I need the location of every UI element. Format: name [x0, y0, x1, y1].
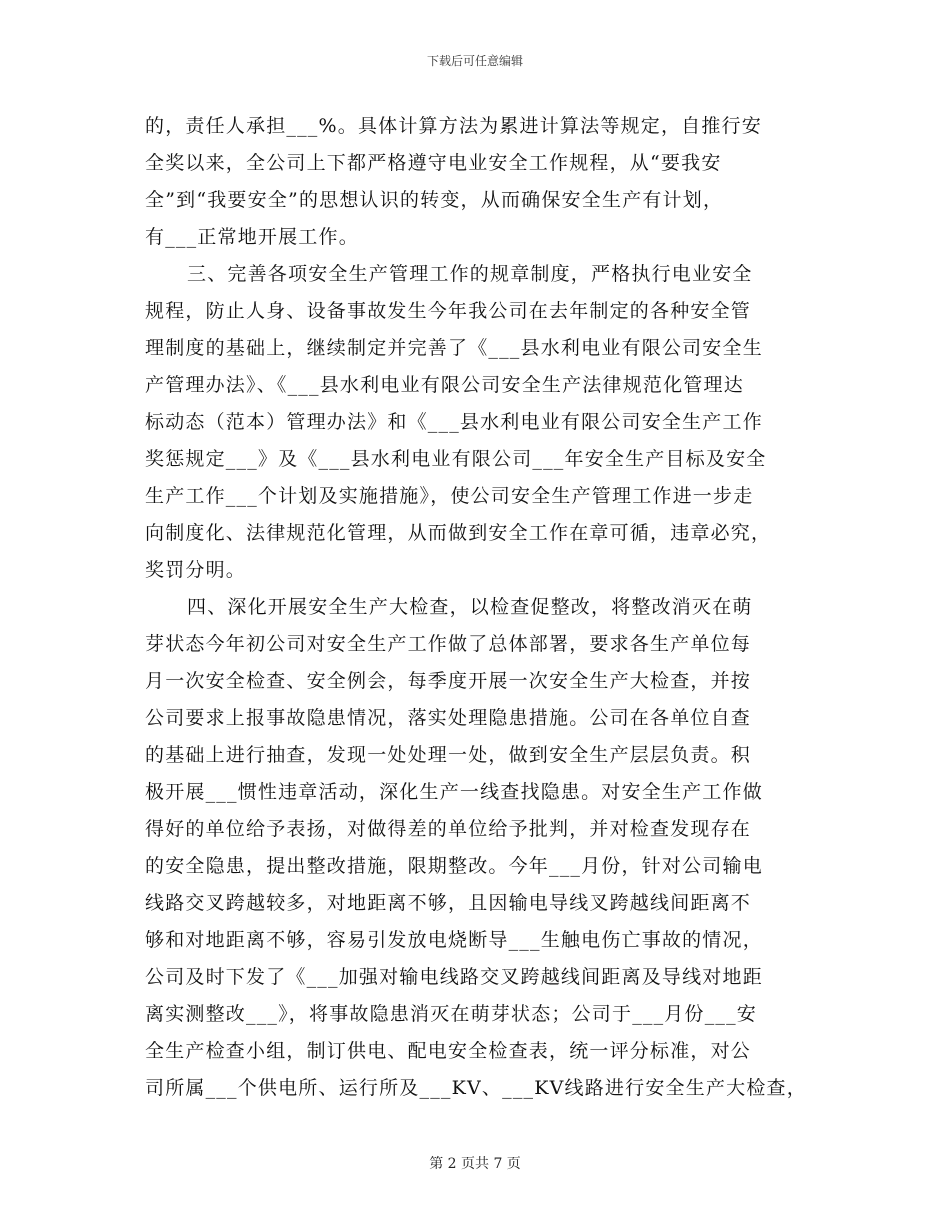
text-line: 极开展___惯性违章活动，深化生产一线查找隐患。对安全生产工作做 [145, 781, 763, 803]
document-body [145, 108, 815, 1107]
text-line: 月一次安全检查、安全例会，每季度开展一次安全生产大检查，并按 [145, 670, 752, 692]
text-line: 的，责任人承担___%。具体计算方法为累进计算法等规定，自推行安 [145, 115, 762, 137]
text-line: 生产工作___个计划及实施措施》，使公司安全生产管理工作进一步走 [145, 485, 754, 507]
text-line: 有___正常地开展工作。 [145, 226, 359, 248]
text-line: 公司要求上报事故隐患情况，落实处理隐患措施。公司在各单位自查 [145, 707, 752, 729]
page-number-footer: 第 2 页共 7 页 [429, 1156, 521, 1172]
text-line: 规程，防止人身、设备事故发生今年我公司在去年制定的各种安全管 [145, 300, 752, 322]
paragraph-start-line: 四、深化开展安全生产大检查，以检查促整改，将整改消灭在萌 [187, 596, 753, 618]
text-line: 标动态（范本）管理办法》和《___县水利电业有限公司安全生产工作 [145, 411, 763, 433]
text-line: 全奖以来，全公司上下都严格遵守电业安全工作规程，从“要我安 [145, 152, 722, 174]
paragraph-start-line: 三、完善各项安全生产管理工作的规章制度，严格执行电业安全 [187, 263, 753, 285]
text-line: 全”到“我要安全”的思想认识的转变，从而确保安全生产有计划， [145, 189, 724, 211]
page-header-note: 下载后可任意编辑 [426, 54, 523, 68]
text-line: 离实测整改___》，将事故隐患消灭在萌芽状态；公司于___月份___安 [145, 1003, 758, 1025]
text-line: 奖罚分明。 [145, 559, 247, 581]
text-line: 的基础上进行抽查，发现一处处理一处，做到安全生产层层负责。积 [145, 744, 752, 766]
text-line: 理制度的基础上，继续制定并完善了《___县水利电业有限公司安全生 [145, 337, 763, 359]
text-line: 芽状态今年初公司对安全生产工作做了总体部署，要求各生产单位每 [145, 633, 752, 655]
text-line: 公司及时下发了《___加强对输电线路交叉跨越线间距离及导线对地距 [145, 966, 763, 988]
text-line: 够和对地距离不够，容易引发放电烧断导___生触电伤亡事故的情况， [145, 929, 763, 951]
text-line: 全生产检查小组，制订供电、配电安全检查表，统一评分标准，对公 [145, 1040, 752, 1062]
text-line: 奖惩规定___》及《___县水利电业有限公司___年安全生产目标及安全 [145, 448, 767, 470]
text-line: 的安全隐患，提出整改措施，限期整改。今年___月份，针对公司输电 [145, 855, 763, 877]
text-line: 得好的单位给予表扬，对做得差的单位给予批判，并对检查发现存在 [145, 818, 752, 840]
text-line: 产管理办法》、《___县水利电业有限公司安全生产法律规范化管理达 [145, 374, 744, 396]
text-line: 线路交叉跨越较多，对地距离不够，且因输电导线叉跨越线间距离不 [145, 892, 752, 914]
text-line: 向制度化、法律规范化管理，从而做到安全工作在章可循，违章必究， [145, 522, 772, 544]
text-line: 司所属___个供电所、运行所及___KV、___KV线路进行安全生产大检查， [145, 1077, 807, 1099]
